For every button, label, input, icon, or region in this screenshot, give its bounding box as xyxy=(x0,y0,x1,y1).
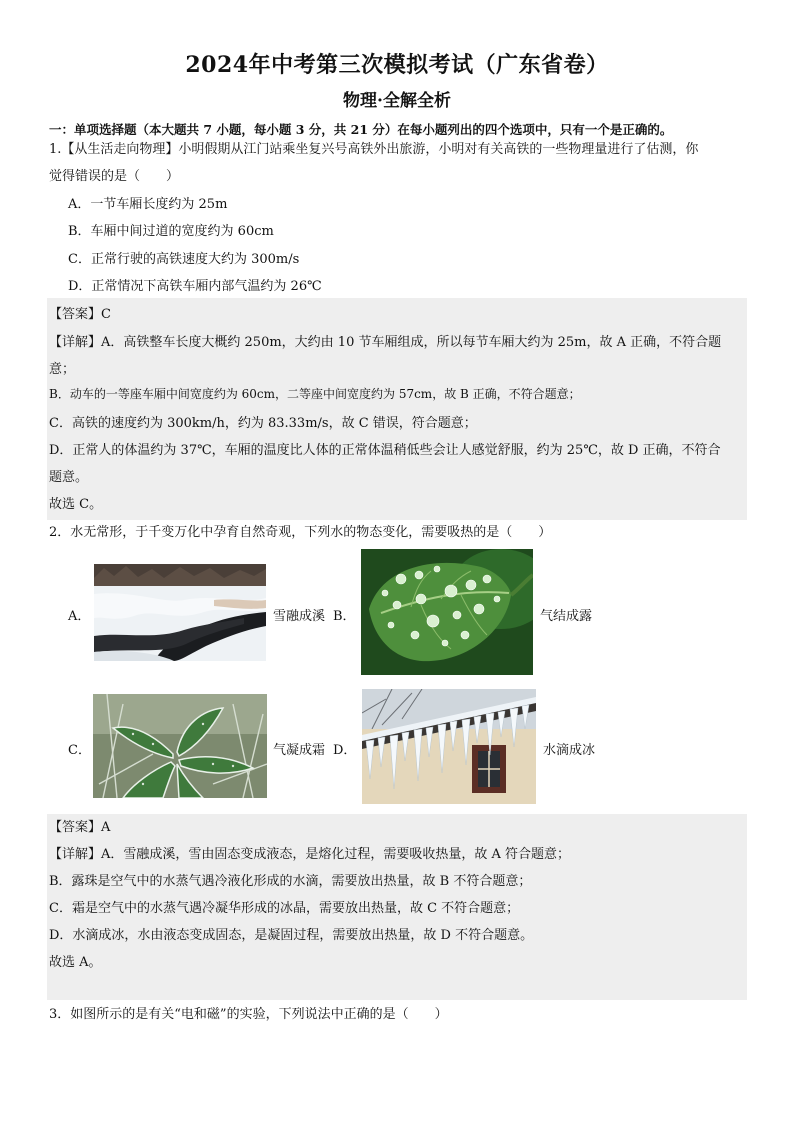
frost-plant-image xyxy=(93,694,267,798)
q1-detail-5: D．正常人的体温约为 37℃，车厢的温度比人体的正常体温稍低些会让人感觉舒服，约为 25℃，故 D 正确，不符合 xyxy=(49,443,721,458)
q1-stem-line1: 1.【从生活走向物理】小明假期从江门站乘坐复兴号高铁外出旅游，小明对有关高铁的一些物理量进行了估测，你 xyxy=(49,142,699,157)
q1-detail-4: C．高铁的速度约为 300km/h，约为 83.33m/s，故 C 错误，符合题意； xyxy=(49,416,477,431)
q2-detail-1: 【详解】A．雪融成溪，雪由固态变成液态，是熔化过程，需要吸收热量，故 A 符合题意； xyxy=(49,847,571,862)
dew-leaf-image xyxy=(361,549,533,675)
section-heading: 一：单项选择题（本大题共 7 小题，每小题 3 分，共 21 分）在每小题列出的四个选项中，只有一个是正确的。 xyxy=(49,122,673,137)
q1-detail-3: B．动车的一等座车厢中间宽度约为 60cm，二等座中间宽度约为 57cm，故 B 正确，不符合题意； xyxy=(49,387,581,401)
q2-stem: 2．水无常形，于千变万化中孕育自然奇观，下列水的物态变化，需要吸热的是（ ） xyxy=(49,525,552,540)
q1-detail-7: 故选 C。 xyxy=(49,497,103,512)
q1-option-d: D．正常情况下高铁车厢内部气温约为 26℃ xyxy=(68,279,322,294)
q2-detail-3: C．霜是空气中的水蒸气遇冷凝华形成的冰晶，需要放出热量，故 C 不符合题意； xyxy=(49,901,520,916)
q2-detail-2: B．露珠是空气中的水蒸气遇冷液化形成的水滴，需要放出热量，故 B 不符合题意； xyxy=(49,874,532,889)
q2-option-b-letter: B． xyxy=(333,609,356,624)
q2-option-c-letter: C． xyxy=(68,743,91,758)
q2-detail-5: 故选 A。 xyxy=(49,955,102,970)
q2-option-a-caption: 雪融成溪 xyxy=(273,609,326,624)
q3-stem: 3．如图所示的是有关“电和磁”的实验，下列说法中正确的是（ ） xyxy=(49,1007,448,1022)
q1-detail-6: 题意。 xyxy=(49,470,89,485)
q1-answer: 【答案】C xyxy=(49,307,111,322)
q2-option-d-letter: D． xyxy=(333,743,357,758)
q1-stem-line2: 觉得错误的是（ ） xyxy=(49,169,180,184)
page-subtitle: 物理·全解全析 xyxy=(343,91,451,111)
q1-option-c: C．正常行驶的高铁速度大约为 300m/s xyxy=(68,252,300,267)
snow-stream-image xyxy=(94,564,266,661)
q2-detail-4: D．水滴成冰，水由液态变成固态，是凝固过程，需要放出热量，故 D 不符合题意。 xyxy=(49,928,534,943)
q2-option-a-letter: A． xyxy=(68,609,91,624)
q1-detail-2: 意； xyxy=(49,362,76,377)
q1-option-b: B．车厢中间过道的宽度约为 60cm xyxy=(68,224,274,239)
page-title: 2024年中考第三次模拟考试（广东省卷） xyxy=(185,52,609,78)
q2-option-b-caption: 气结成露 xyxy=(540,609,593,624)
q1-option-a: A．一节车厢长度约为 25m xyxy=(68,197,228,212)
q2-answer: 【答案】A xyxy=(49,820,111,835)
q2-option-c-caption: 气凝成霜 xyxy=(273,743,326,758)
icicles-image xyxy=(362,689,536,804)
q1-detail-1: 【详解】A．高铁整车长度大概约 250m，大约由 10 节车厢组成，所以每节车厢大约为 25m，故 A 正确，不符合题 xyxy=(49,335,722,350)
q2-option-d-caption: 水滴成冰 xyxy=(543,743,596,758)
